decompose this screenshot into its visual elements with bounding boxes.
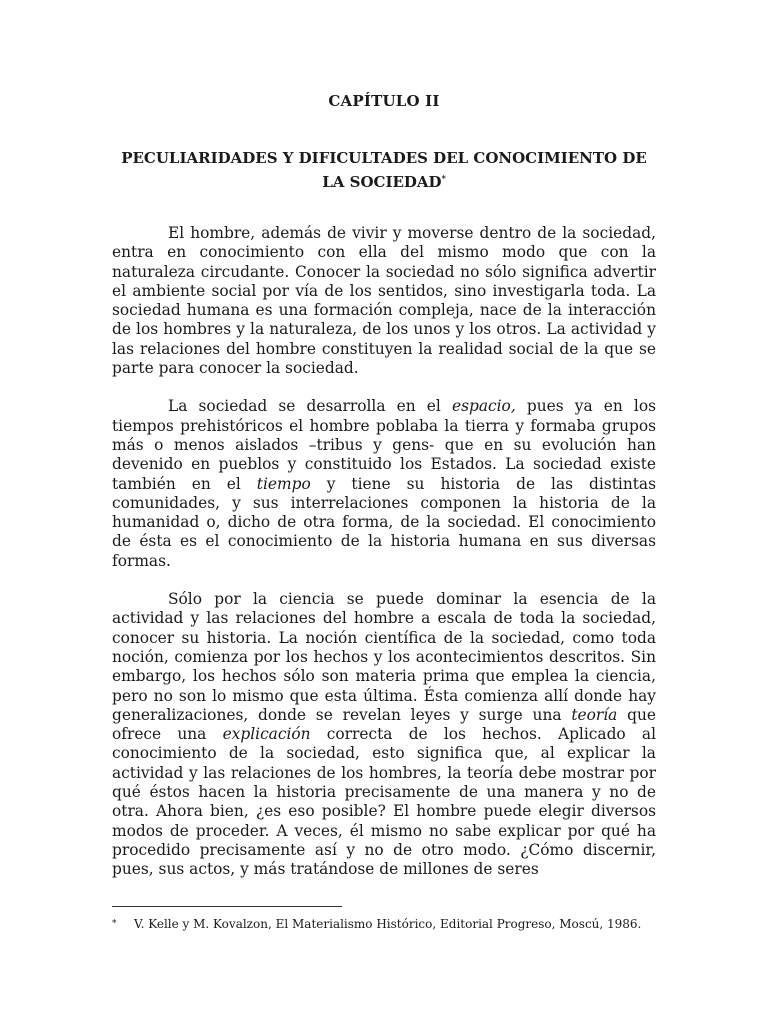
text-run: y tiene su historia de las distintas comunidades, y sus interrelaciones componen la historia de la humanidad o, dicho de otra forma, de la sociedad. El conocimiento de ésta es el conocimiento de la historia humana en sus diversas formas.: [112, 474, 656, 570]
text-run: El hombre, además de vivir y moverse dentro de la sociedad, entra en conocimiento con ella del mismo modo que con la naturaleza circudante. Conocer la sociedad no sólo significa advertir el ambiente social por vía de los sentidos, sino investigarla toda. La sociedad humana es una formación compleja, nace de la interacción de los hombres y la naturaleza, de los unos y los otros. La actividad y las relaciones del hombre constituyen la realidad social de la que se parte para conocer la sociedad.: [112, 224, 656, 378]
section-title: [112, 148, 656, 192]
paragraph-1: [112, 224, 656, 378]
italic-term: tiempo: [256, 474, 311, 493]
chapter-heading: CAPÍTULO II: [328, 92, 440, 110]
footnote: [112, 916, 672, 932]
text-run: pues ya en los tiempos prehistóricos el hombre poblaba la tierra y formaba grupos más o menos aislados –tribus y gens- que en su evolución han devenido en pueblos y constituido los Estados. La sociedad existe también en el: [112, 397, 656, 493]
footnote-reference: *: [441, 173, 446, 183]
footnote-divider: [112, 906, 342, 907]
paragraph-2: [112, 397, 656, 571]
italic-term: teoría: [571, 705, 618, 724]
footnote-text: V. Kelle y M. Kovalzon, El Materialismo Histórico, Editorial Progreso, Moscú, 1986.: [134, 917, 642, 931]
text-run: que ofrece una: [112, 705, 656, 744]
paragraph-3: [112, 590, 656, 879]
body-text: [112, 224, 656, 899]
italic-term: explicación: [222, 725, 311, 744]
text-run: Sólo por la ciencia se puede dominar la esencia de la actividad y las relaciones del hombre a escala de toda la sociedad, conocer su historia. La noción científica de la sociedad, como toda noción, comienza por los hechos y los acontecimientos descritos. Sin embargo, los hechos sólo son materia prima que emplea la ciencia, pero no son lo mismo que esta última. Ésta comienza allí donde hay generalizaciones, donde se revelan leyes y surge una: [112, 590, 656, 724]
footnote-mark: *: [112, 919, 117, 929]
text-run: correcta de los hechos. Aplicado al conocimiento de la sociedad, esto significa que, al explicar la actividad y las relaciones de los hombres, la teoría debe mostrar por qué éstos hacen la historia precisamente de una manera y no de otra. Ahora bien, ¿es eso posible? El hombre puede elegir diversos modos de proceder. A veces, él mismo no sabe explicar por qué ha procedido precisamente así y no de otro modo. ¿Cómo discernir, pues, sus actos, y más tratándose de millones de seres: [112, 725, 656, 879]
section-title-text: PECULIARIDADES Y DIFICULTADES DEL CONOCIMIENTO DE LA SOCIEDAD: [121, 149, 647, 191]
italic-term: espacio,: [451, 397, 516, 416]
text-run: La sociedad se desarrolla en el: [168, 397, 452, 416]
